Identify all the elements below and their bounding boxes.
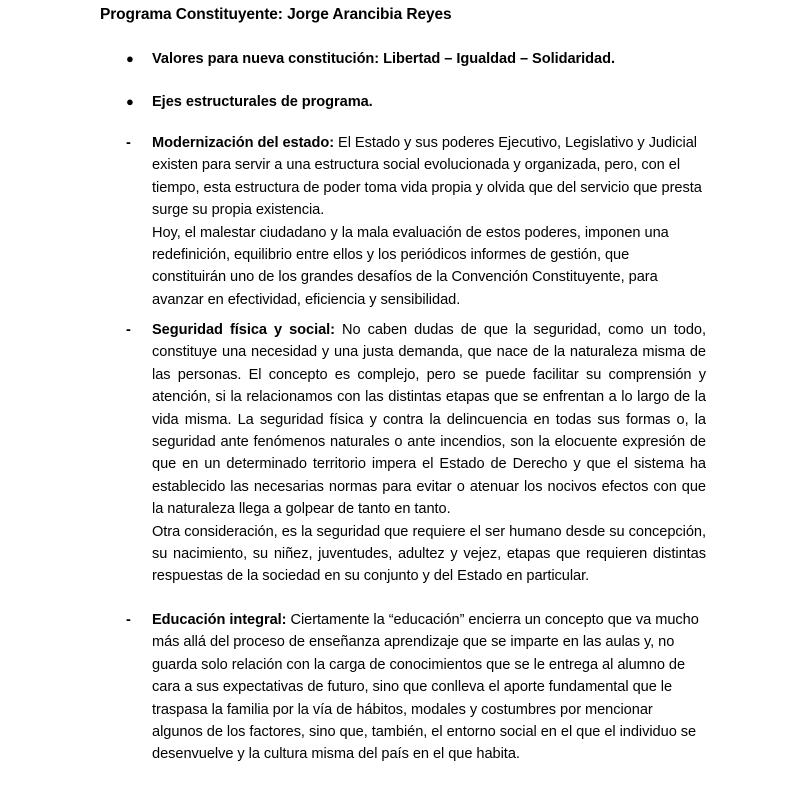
bullet-marker-icon: ● — [126, 94, 134, 109]
page-title: Programa Constituyente: Jorge Arancibia Reyes — [100, 6, 452, 23]
section-paragraph — [152, 135, 702, 218]
section-paragraph — [152, 612, 699, 762]
bullet-marker-icon: ● — [126, 51, 134, 66]
section-modernizacion-del-estado — [126, 132, 706, 311]
dash-marker-icon: - — [126, 612, 131, 628]
section-seguridad-fisica-y-social — [126, 319, 706, 588]
section-paragraph — [152, 322, 706, 517]
list-item-label: Valores para nueva constitución: Libertad – Igualdad – Solidaridad. — [152, 51, 615, 67]
section-educacion-integral — [126, 609, 706, 766]
section-paragraph-text: El Estado y sus poderes Ejecutivo, Legislativo y Judicial existen para servir a una estructura social evolucionada y organizada, pero, con el tiempo, esta estructura de poder toma vida propia y olvida que del servicio que presta surge su propia existencia. — [152, 135, 702, 219]
section-heading: Seguridad física y social: — [152, 322, 335, 338]
section-body — [152, 319, 706, 588]
section-heading: Educación integral: — [152, 612, 287, 628]
section-heading: Modernización del estado: — [152, 135, 335, 151]
section-paragraph: Hoy, el malestar ciudadano y la mala evaluación de estos poderes, imponen una redefinición, equilibrio entre ellos y los periódicos informes de gestión, que constituirán uno de los grandes desafíos de la Convención Constituyente, para avanzar en efectividad, eficiencia y sensibilidad. — [152, 224, 669, 308]
dash-marker-icon: - — [126, 135, 131, 151]
section-paragraph: Otra consideración, es la seguridad que requiere el ser humano desde su concepción, su nacimiento, su niñez, juventudes, adultez y vejez, etapas que requieren distintas respuestas de la sociedad en su conjunto y del Estado en particular. — [152, 523, 706, 585]
section-body — [152, 132, 706, 311]
dash-marker-icon: - — [126, 322, 131, 338]
section-body — [152, 609, 706, 766]
section-paragraph-text: No caben dudas de que la seguridad, como un todo, constituye una necesidad y una justa demanda, que nace de la naturaleza misma de las personas. El concepto es complejo, pero se puede facilitar su comprensión y atención, si la relacionamos con las distintas etapas que se enfrentan a lo largo de la vida misma. La seguridad física y contra la delincuencia en todas sus formas o, la seguridad ante fenómenos naturales o ante incendios, son la elocuente expresión de que en un determinado territorio impera el Estado de Derecho y que el sistema ha establecido las necesarias normas para evitar o atenuar los nocivos efectos con que la naturaleza llega a golpear de tanto en tanto. — [152, 322, 706, 518]
section-paragraph-text: Ciertamente la “educación” encierra un concepto que va mucho más allá del proceso de enseñanza aprendizaje que se imparte en las aulas y, no guarda solo relación con la carga de conocimientos que se le entrega al alumno de cara a sus expectativas de futuro, sino que conlleva el aporte fundamental que le traspasa la familia por la vía de hábitos, modales y costumbres por mencionar algunos de los factores, sino que, también, el entorno social en el que el individuo se desenvuelve y la cultura misma del país en el que habita. — [152, 612, 699, 763]
list-item-values — [126, 48, 706, 70]
list-item-axes — [126, 91, 706, 113]
list-item-label: Ejes estructurales de programa. — [152, 94, 373, 110]
